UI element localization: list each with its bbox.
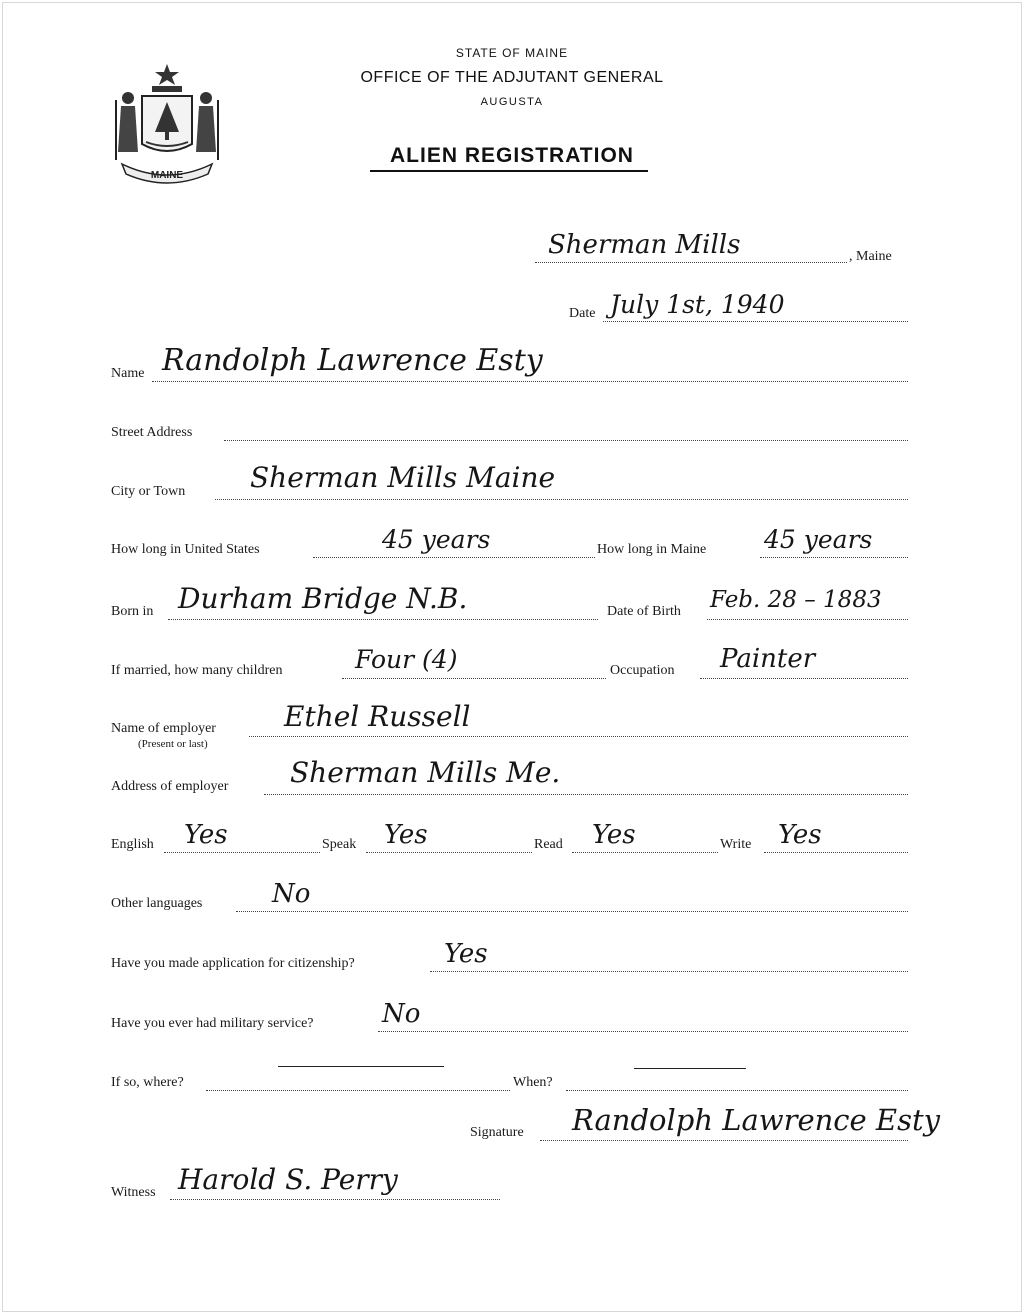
when-field-line [566,1090,908,1091]
other-languages-label: Other languages [111,896,203,911]
children-label: If married, how many children [111,663,283,678]
speak-value: Yes [384,820,428,850]
name-field-line [152,381,908,382]
where-dash-mark [278,1066,444,1067]
title-underline [370,170,648,172]
street-address-label: Street Address [111,425,193,440]
how-long-us-value: 45 years [382,525,491,554]
witness-value: Harold S. Perry [178,1163,398,1196]
citizenship-field-line [430,971,908,972]
employer-address-value: Sherman Mills Me. [290,756,561,789]
state-heading: STATE OF MAINE [455,46,569,60]
signature-label: Signature [470,1125,524,1140]
signature-field-line [540,1140,908,1141]
date-of-birth-value: Feb. 28 – 1883 [710,587,882,613]
read-field-line [572,852,718,853]
employer-address-label: Address of employer [111,779,229,794]
witness-field-line [170,1199,500,1200]
where-label: If so, where? [111,1075,184,1090]
maine-suffix-label: , Maine [849,249,892,264]
employer-note: (Present or last) [138,738,208,750]
where-field-line [206,1090,510,1091]
read-label: Read [534,837,563,852]
name-label: Name [111,366,145,381]
citizenship-label: Have you made application for citizenship? [111,956,355,971]
employer-label: Name of employer [111,721,216,736]
city-or-town-value: Sherman Mills Maine [250,461,556,494]
date-of-birth-field-line [707,619,908,620]
other-languages-field-line [236,911,908,912]
write-value: Yes [778,820,822,850]
signature-value: Randolph Lawrence Esty [572,1103,941,1137]
born-in-label: Born in [111,604,154,619]
city-or-town-field-line [215,499,908,500]
how-long-maine-label: How long in Maine [597,542,707,557]
born-in-field-line [168,619,598,620]
date-field-line [603,321,908,322]
citizenship-value: Yes [444,939,488,969]
date-label: Date [569,306,596,321]
street-address-field-line [224,440,908,441]
employer-value: Ethel Russell [284,700,471,733]
when-dash-mark [634,1068,746,1069]
when-label: When? [513,1075,553,1090]
children-value: Four (4) [355,645,458,674]
how-long-maine-value: 45 years [764,525,873,554]
date-value: July 1st, 1940 [610,290,785,319]
write-field-line [764,852,908,853]
city-or-town-label: City or Town [111,484,186,499]
town-value: Sherman Mills [548,230,741,260]
office-heading: OFFICE OF THE ADJUTANT GENERAL [360,69,664,86]
speak-field-line [366,852,532,853]
name-value: Randolph Lawrence Esty [162,343,543,378]
how-long-us-field-line [313,557,595,558]
form-title: ALIEN REGISTRATION [390,144,634,167]
date-of-birth-label: Date of Birth [607,604,681,619]
employer-address-field-line [264,794,908,795]
occupation-field-line [700,678,908,679]
town-field-line [535,262,847,263]
english-label: English [111,837,154,852]
employer-field-line [249,736,908,737]
city-heading: AUGUSTA [480,96,544,108]
write-label: Write [720,837,752,852]
military-field-line [378,1031,908,1032]
children-field-line [342,678,606,679]
how-long-maine-field-line [760,557,908,558]
military-label: Have you ever had military service? [111,1016,314,1031]
english-field-line [164,852,320,853]
read-value: Yes [592,820,636,850]
english-value: Yes [184,820,228,850]
other-languages-value: No [272,879,311,909]
how-long-us-label: How long in United States [111,542,260,557]
military-value: No [382,999,421,1029]
seal-banner-text: MAINE [150,170,184,181]
born-in-value: Durham Bridge N.B. [178,582,468,615]
occupation-label: Occupation [610,663,675,678]
occupation-value: Painter [720,644,816,674]
speak-label: Speak [322,837,357,852]
witness-label: Witness [111,1185,156,1200]
